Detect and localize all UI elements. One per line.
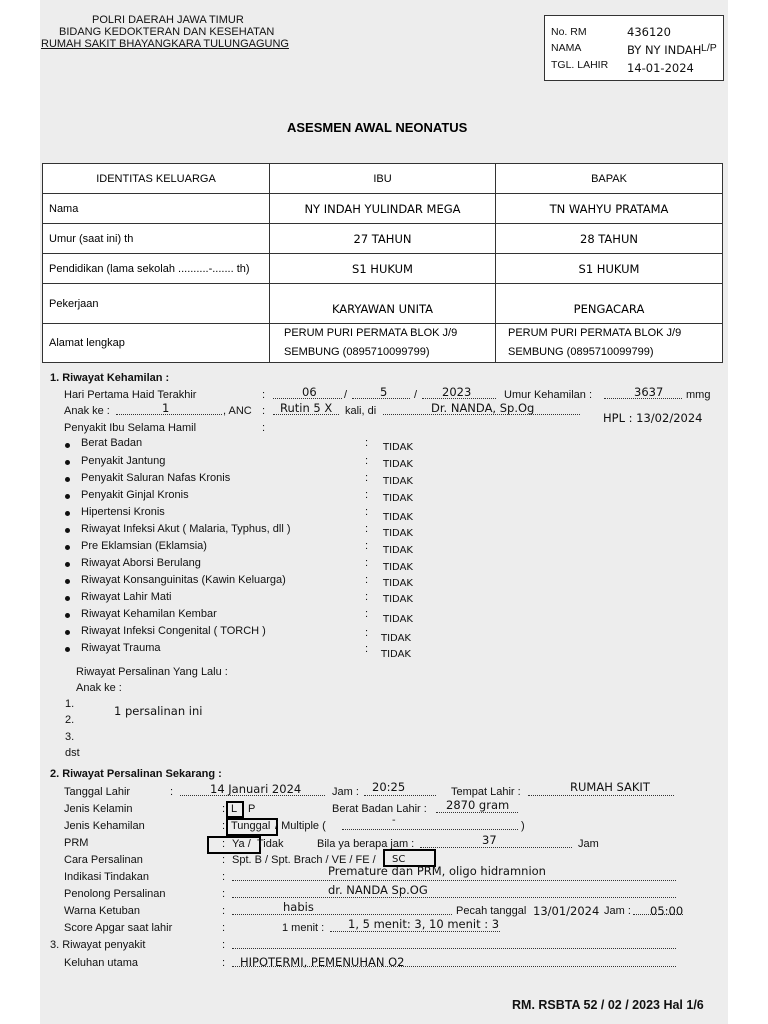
table-row — [43, 194, 723, 224]
condition-value: TIDAK — [383, 512, 413, 523]
penyakit-colon: : — [262, 422, 266, 434]
condition-value: TIDAK — [383, 578, 413, 589]
condition-colon: : — [365, 506, 369, 518]
cara-label: Cara Persalinan — [64, 854, 143, 866]
cell-ibu: KARYAWAN UNITA — [270, 284, 496, 324]
apgar-line — [330, 931, 500, 932]
bullet — [65, 545, 70, 550]
condition-colon: : — [365, 557, 369, 569]
jk-colon: : — [222, 803, 226, 815]
condition-value: TIDAK — [381, 633, 411, 644]
cara-value: SC — [392, 854, 406, 865]
jkh-label: Jenis Kehamilan — [64, 820, 145, 832]
condition-label: Penyakit Ginjal Kronis — [81, 489, 189, 501]
penolong-value: dr. NANDA Sp.OG — [328, 883, 428, 897]
condition-value: TIDAK — [383, 594, 413, 605]
pecah-jam-value: 05:00 — [650, 904, 684, 918]
jk-l: L — [231, 803, 238, 815]
condition-label: Riwayat Aborsi Berulang — [81, 557, 201, 569]
cell-bapak: PENGACARA — [496, 284, 723, 324]
persalinan-lalu-label: Riwayat Persalinan Yang Lalu : — [76, 666, 228, 678]
condition-colon: : — [365, 591, 369, 603]
jk-label: Jenis Kelamin — [64, 803, 133, 815]
row-label: Umur (saat ini) th — [43, 224, 270, 254]
bb-line — [436, 812, 518, 813]
address-line: SEMBUNG (0895710099799) — [508, 346, 654, 358]
prm-jam-line — [420, 847, 572, 848]
hpl-value: HPL : 13/02/2024 — [603, 411, 703, 425]
bullet — [65, 528, 70, 533]
penolong-colon: : — [222, 888, 226, 900]
no-rm-value: 436120 — [627, 25, 671, 39]
indikasi-label: Indikasi Tindakan — [64, 871, 149, 883]
prm-label: PRM — [64, 837, 89, 849]
prm-jam-value: 37 — [482, 833, 497, 847]
condition-label: Riwayat Konsanguinitas (Kawin Keluarga) — [81, 574, 286, 586]
nama-value: BY NY INDAH — [627, 43, 702, 57]
condition-colon: : — [365, 523, 369, 535]
bullet — [65, 494, 70, 499]
bullet — [65, 562, 70, 567]
slash: / — [414, 389, 418, 401]
anc-value: Rutin 5 X — [280, 401, 333, 415]
condition-label: Riwayat Trauma — [81, 642, 161, 654]
umur-kehamilan-value: 3637 — [634, 385, 664, 399]
condition-colon: : — [365, 627, 369, 639]
list-num: 2. — [65, 714, 75, 726]
header-line1: POLRI DAERAH JAWA TIMUR — [92, 14, 244, 26]
nama-label: NAMA — [551, 42, 582, 54]
table-row — [43, 284, 723, 324]
cell-bapak: 28 TAHUN — [496, 224, 723, 254]
cara-colon: : — [222, 854, 226, 866]
jkh-tunggal: Tunggal — [231, 820, 271, 832]
condition-label: Riwayat Lahir Mati — [81, 591, 172, 603]
warna-line — [232, 914, 452, 915]
warna-colon: : — [222, 905, 226, 917]
cell-bapak: S1 HUKUM — [496, 254, 723, 284]
condition-colon: : — [365, 643, 369, 655]
cell-bapak-address — [496, 324, 723, 363]
apgar-colon: : — [222, 922, 226, 934]
jkh-dash: - — [392, 815, 396, 826]
bullet — [65, 647, 70, 652]
bullet — [65, 613, 70, 618]
address-line: PERUM PURI PERMATA BLOK J/9 — [284, 327, 458, 339]
prm-tidak: Tidak — [257, 838, 284, 850]
condition-label: Riwayat Kehamilan Kembar — [81, 608, 217, 620]
bullet — [65, 579, 70, 584]
prm-bila: Bila ya berapa jam : — [317, 838, 415, 850]
jkh-colon: : — [222, 820, 226, 832]
condition-label: Berat Badan — [81, 437, 143, 449]
persalinan-lalu-value: 1 persalinan ini — [114, 704, 203, 718]
list-num: dst — [65, 747, 80, 759]
col-header: BAPAK — [496, 164, 723, 194]
penolong-line — [232, 897, 676, 898]
apgar-label: Score Apgar saat lahir — [64, 922, 173, 934]
bb-label: Berat Badan Lahir : — [332, 803, 427, 815]
kali-di-label: kali, di — [345, 405, 377, 417]
tempat-line — [528, 795, 674, 796]
bullet — [65, 477, 70, 482]
condition-colon: : — [365, 455, 369, 467]
cara-options: Spt. B / Spt. Brach / VE / FE / — [232, 854, 376, 866]
sex-suffix: L/P — [701, 42, 717, 54]
condition-colon: : — [365, 574, 369, 586]
page-title: ASESMEN AWAL NEONATUS — [287, 120, 468, 135]
cell-ibu: 27 TAHUN — [270, 224, 496, 254]
condition-label: Penyakit Saluran Nafas Kronis — [81, 472, 231, 484]
hpht-label: Hari Pertama Haid Terakhir — [64, 389, 197, 401]
tempat-value: RUMAH SAKIT — [570, 780, 650, 794]
condition-label: Hipertensi Kronis — [81, 506, 165, 518]
table-row — [43, 324, 723, 363]
prm-colon: : — [222, 838, 226, 850]
umur-kehamilan-label: Umur Kehamilan : — [504, 389, 593, 401]
bullet — [65, 511, 70, 516]
col-header: IDENTITAS KELUARGA — [43, 164, 270, 194]
bullet — [65, 443, 70, 448]
section3-heading: 3. Riwayat penyakit — [50, 939, 146, 951]
address-line: PERUM PURI PERMATA BLOK J/9 — [508, 327, 682, 339]
jam-value: 20:25 — [372, 780, 406, 794]
warna-value: habis — [283, 900, 314, 914]
bb-value: 2870 gram — [446, 798, 510, 812]
table-row — [43, 254, 723, 284]
tgl-lahir-label: TGL. LAHIR — [551, 59, 609, 71]
section1-heading: 1. Riwayat Kehamilan : — [50, 372, 170, 384]
jk-p: P — [248, 803, 256, 815]
jkh-multiple: / Multiple ( — [275, 820, 326, 832]
apgar-1menit: 1 menit : — [282, 922, 325, 934]
indikasi-line — [232, 880, 676, 881]
bullet — [65, 460, 70, 465]
condition-value: TIDAK — [383, 442, 413, 453]
hpht-colon: : — [262, 389, 266, 401]
condition-label: Penyakit Jantung — [81, 455, 166, 467]
anc-label: , ANC — [223, 405, 252, 417]
anak-ke-label: Anak ke : — [64, 405, 110, 417]
footer-code: RM. RSBTA 52 / 02 / 2023 Hal 1/6 — [512, 998, 704, 1012]
row-label: Pendidikan (lama sekolah ..........-....... th) — [43, 254, 270, 284]
jkh-line — [342, 829, 518, 830]
indikasi-colon: : — [222, 871, 226, 883]
prm-jam-unit: Jam — [578, 838, 599, 850]
riwayat-colon: : — [222, 939, 226, 951]
jam-line — [364, 795, 436, 796]
hpht-year: 2023 — [442, 385, 472, 399]
condition-label: Riwayat Infeksi Akut ( Malaria, Typhus, dll ) — [81, 523, 291, 535]
bullet — [65, 596, 70, 601]
header-line2: BIDANG KEDOKTERAN DAN KESEHATAN — [59, 26, 275, 38]
cell-ibu-address — [270, 324, 496, 363]
jam-label: Jam : — [332, 786, 359, 798]
identity-table — [42, 163, 723, 363]
header-line3: RUMAH SAKIT BHAYANGKARA TULUNGAGUNG — [41, 38, 289, 50]
condition-value: TIDAK — [383, 459, 413, 470]
condition-value: TIDAK — [383, 545, 413, 556]
condition-label: Riwayat Infeksi Congenital ( TORCH ) — [81, 625, 266, 637]
condition-value: TIDAK — [381, 649, 411, 660]
condition-colon: : — [365, 540, 369, 552]
pecah-label: Pecah tanggal — [456, 905, 527, 917]
keluhan-label: Keluhan utama — [64, 957, 138, 969]
warna-label: Warna Ketuban — [64, 905, 141, 917]
anak-ke2-label: Anak ke : — [76, 682, 122, 694]
condition-value: TIDAK — [383, 493, 413, 504]
hpht-month: 5 — [380, 385, 388, 399]
table-row — [43, 224, 723, 254]
condition-value: TIDAK — [383, 562, 413, 573]
hpht-day: 06 — [302, 385, 317, 399]
apgar-value: 1, 5 menit: 3, 10 menit : 3 — [348, 917, 500, 931]
section2-heading: 2. Riwayat Persalinan Sekarang : — [50, 768, 222, 780]
slash: / — [344, 389, 348, 401]
table-header-row — [43, 164, 723, 194]
cell-bapak: TN WAHYU PRATAMA — [496, 194, 723, 224]
umur-kehamilan-unit: mmg — [686, 389, 711, 401]
riwayat-line — [232, 948, 676, 949]
condition-colon: : — [365, 489, 369, 501]
dokter-value: Dr. NANDA, Sp.Og — [431, 401, 535, 415]
jkh-close: ) — [521, 820, 525, 832]
cell-ibu: S1 HUKUM — [270, 254, 496, 284]
anak-ke-value: 1 — [162, 401, 170, 415]
condition-value: TIDAK — [383, 528, 413, 539]
penolong-label: Penolong Persalinan — [64, 888, 166, 900]
row-label: Alamat lengkap — [43, 324, 270, 363]
condition-label: Pre Eklamsian (Eklamsia) — [81, 540, 207, 552]
condition-value: TIDAK — [383, 476, 413, 487]
tempat-label: Tempat Lahir : — [451, 786, 521, 798]
keluhan-value: HIPOTERMI, PEMENUHAN O2 — [240, 955, 405, 969]
cell-ibu: NY INDAH YULINDAR MEGA — [270, 194, 496, 224]
condition-colon: : — [365, 437, 369, 449]
pecah-value: 13/01/2024 — [533, 904, 600, 918]
condition-colon: : — [365, 472, 369, 484]
row-label: Nama — [43, 194, 270, 224]
condition-value: TIDAK — [383, 614, 413, 625]
indikasi-value: Premature dan PRM, oligo hidramnion — [328, 864, 546, 878]
address-line: SEMBUNG (0895710099799) — [284, 346, 430, 358]
no-rm-label: No. RM — [551, 26, 587, 38]
anc-colon: : — [262, 405, 266, 417]
list-num: 1. — [65, 698, 75, 710]
tgl-lahir-colon: : — [170, 786, 174, 798]
penyakit-label: Penyakit Ibu Selama Hamil — [64, 422, 197, 434]
condition-colon: : — [365, 608, 369, 620]
keluhan-colon: : — [222, 957, 226, 969]
tgl-lahir-label: Tanggal Lahir — [64, 786, 131, 798]
row-label: Pekerjaan — [43, 284, 270, 324]
col-header: IBU — [270, 164, 496, 194]
tgl-lahir-value: 14-01-2024 — [627, 61, 694, 75]
bullet — [65, 630, 70, 635]
prm-ya: Ya / — [232, 838, 251, 850]
pecah-jam-label: Jam : — [604, 905, 631, 917]
tgl-lahir-value: 14 Januari 2024 — [210, 782, 302, 796]
list-num: 3. — [65, 731, 75, 743]
